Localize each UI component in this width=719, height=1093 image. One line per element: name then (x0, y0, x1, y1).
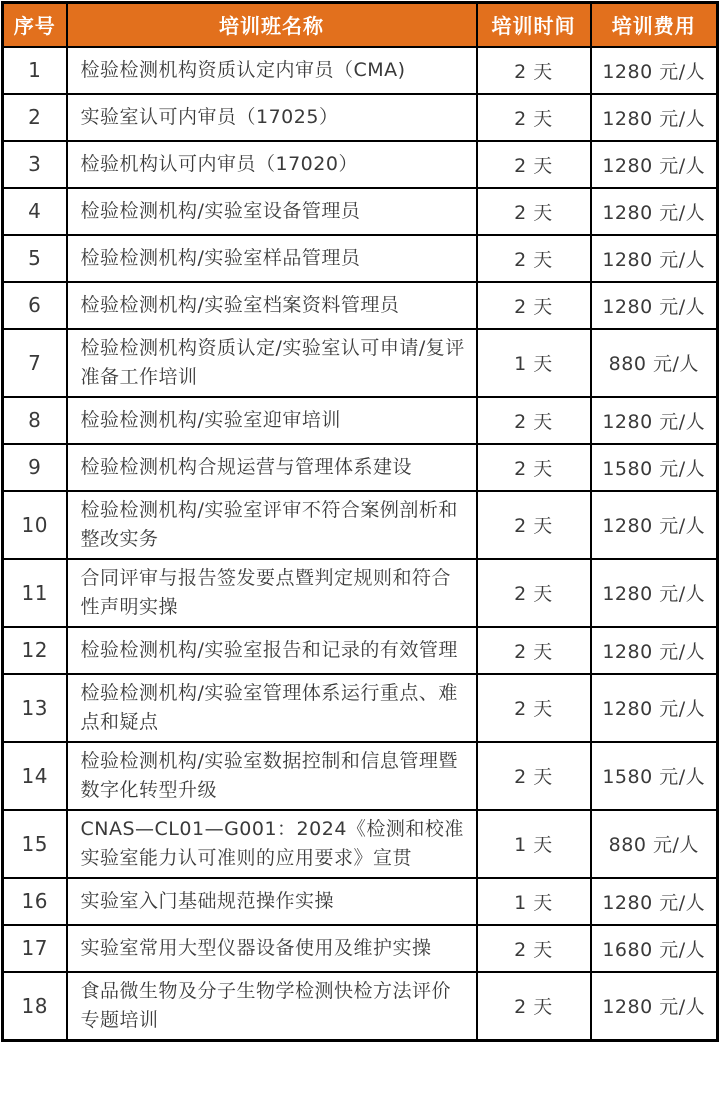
course-name-cell: 检验检测机构/实验室档案资料管理员 (67, 282, 477, 329)
course-name-cell: 实验室常用大型仪器设备使用及维护实操 (67, 925, 477, 972)
row-number-cell: 14 (3, 742, 67, 810)
course-duration-cell: 2 天 (477, 188, 591, 235)
course-name-cell: 检验检测机构/实验室管理体系运行重点、难点和疑点 (67, 674, 477, 742)
table-row (3, 235, 718, 282)
row-number-cell: 4 (3, 188, 67, 235)
course-name-cell: 实验室入门基础规范操作实操 (67, 878, 477, 925)
row-number-cell: 18 (3, 972, 67, 1041)
course-duration-cell: 2 天 (477, 397, 591, 444)
course-duration-cell: 2 天 (477, 925, 591, 972)
table-row (3, 444, 718, 491)
table-row (3, 188, 718, 235)
header-cell-course-name: 培训班名称 (67, 3, 477, 47)
course-fee-cell: 1680 元/人 (591, 925, 718, 972)
table-row (3, 925, 718, 972)
header-cell-duration: 培训时间 (477, 3, 591, 47)
row-number-cell: 9 (3, 444, 67, 491)
course-name-cell: 检验检测机构/实验室数据控制和信息管理暨数字化转型升级 (67, 742, 477, 810)
course-duration-cell: 2 天 (477, 235, 591, 282)
row-number-cell: 11 (3, 559, 67, 627)
course-fee-cell: 1280 元/人 (591, 141, 718, 188)
course-duration-cell: 1 天 (477, 810, 591, 878)
table-row (3, 141, 718, 188)
header-cell-number: 序号 (3, 3, 67, 47)
table-row (3, 329, 718, 397)
table-row (3, 559, 718, 627)
course-duration-cell: 2 天 (477, 444, 591, 491)
row-number-cell: 13 (3, 674, 67, 742)
course-name-cell: 检验检测机构资质认定内审员（CMA) (67, 47, 477, 94)
table-row (3, 94, 718, 141)
course-name-cell: 检验检测机构/实验室样品管理员 (67, 235, 477, 282)
row-number-cell: 16 (3, 878, 67, 925)
course-fee-cell: 1580 元/人 (591, 444, 718, 491)
table-row (3, 47, 718, 94)
table-row (3, 878, 718, 925)
table-row (3, 674, 718, 742)
course-fee-cell: 1280 元/人 (591, 627, 718, 674)
course-duration-cell: 1 天 (477, 329, 591, 397)
course-duration-cell: 2 天 (477, 972, 591, 1041)
table-row (3, 972, 718, 1041)
course-fee-cell: 880 元/人 (591, 810, 718, 878)
course-duration-cell: 2 天 (477, 674, 591, 742)
row-number-cell: 2 (3, 94, 67, 141)
course-fee-cell: 1280 元/人 (591, 188, 718, 235)
course-fee-cell: 1280 元/人 (591, 235, 718, 282)
header-cell-fee: 培训费用 (591, 3, 718, 47)
course-table-body (3, 47, 718, 1041)
row-number-cell: 6 (3, 282, 67, 329)
course-name-cell: 合同评审与报告签发要点暨判定规则和符合性声明实操 (67, 559, 477, 627)
course-duration-cell: 2 天 (477, 141, 591, 188)
row-number-cell: 12 (3, 627, 67, 674)
row-number-cell: 7 (3, 329, 67, 397)
course-fee-cell: 1280 元/人 (591, 878, 718, 925)
course-name-cell: 检验检测机构/实验室评审不符合案例剖析和整改实务 (67, 491, 477, 559)
course-duration-cell: 2 天 (477, 282, 591, 329)
row-number-cell: 3 (3, 141, 67, 188)
table-row (3, 627, 718, 674)
course-name-cell: 检验机构认可内审员（17020） (67, 141, 477, 188)
row-number-cell: 5 (3, 235, 67, 282)
course-name-cell: 检验检测机构资质认定/实验室认可申请/复评准备工作培训 (67, 329, 477, 397)
course-duration-cell: 2 天 (477, 742, 591, 810)
course-fee-cell: 1280 元/人 (591, 491, 718, 559)
course-duration-cell: 2 天 (477, 559, 591, 627)
row-number-cell: 8 (3, 397, 67, 444)
course-name-cell: 食品微生物及分子生物学检测快检方法评价专题培训 (67, 972, 477, 1041)
table-row (3, 810, 718, 878)
training-course-table (1, 1, 719, 1042)
table-row (3, 282, 718, 329)
course-name-cell: 检验检测机构合规运营与管理体系建设 (67, 444, 477, 491)
row-number-cell: 15 (3, 810, 67, 878)
course-fee-cell: 1280 元/人 (591, 674, 718, 742)
course-fee-cell: 1280 元/人 (591, 47, 718, 94)
course-fee-cell: 1280 元/人 (591, 282, 718, 329)
course-name-cell: 检验检测机构/实验室迎审培训 (67, 397, 477, 444)
course-name-cell: 实验室认可内审员（17025） (67, 94, 477, 141)
course-fee-cell: 1280 元/人 (591, 397, 718, 444)
course-duration-cell: 2 天 (477, 491, 591, 559)
course-duration-cell: 1 天 (477, 878, 591, 925)
row-number-cell: 10 (3, 491, 67, 559)
header-row (3, 3, 718, 47)
course-fee-cell: 880 元/人 (591, 329, 718, 397)
table-row (3, 397, 718, 444)
course-name-cell: 检验检测机构/实验室设备管理员 (67, 188, 477, 235)
course-duration-cell: 2 天 (477, 627, 591, 674)
table-row (3, 742, 718, 810)
course-fee-cell: 1280 元/人 (591, 972, 718, 1041)
row-number-cell: 17 (3, 925, 67, 972)
course-fee-cell: 1580 元/人 (591, 742, 718, 810)
course-fee-cell: 1280 元/人 (591, 94, 718, 141)
course-name-cell: 检验检测机构/实验室报告和记录的有效管理 (67, 627, 477, 674)
course-name-cell: CNAS—CL01—G001：2024《检测和校准实验室能力认可准则的应用要求》宣贯 (67, 810, 477, 878)
table-row (3, 491, 718, 559)
course-duration-cell: 2 天 (477, 94, 591, 141)
row-number-cell: 1 (3, 47, 67, 94)
course-fee-cell: 1280 元/人 (591, 559, 718, 627)
course-duration-cell: 2 天 (477, 47, 591, 94)
